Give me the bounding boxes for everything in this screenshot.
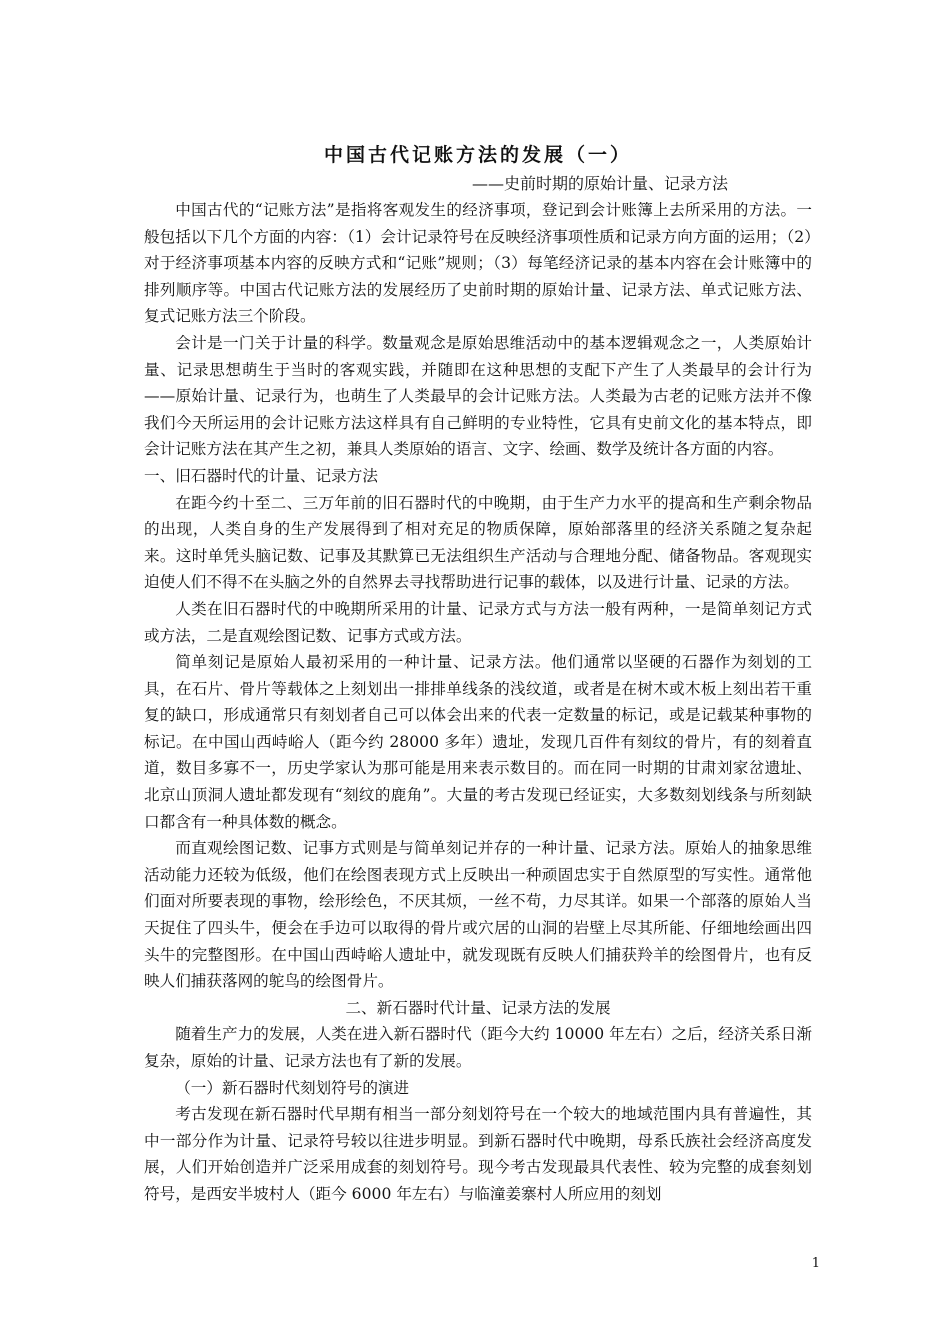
section-2-heading: 二、新石器时代计量、记录方法的发展 bbox=[345, 998, 611, 1017]
page-number: 1 bbox=[811, 1256, 820, 1271]
section-2-paragraph-1: 随着生产力的发展，人类在进入新石器时代（距今大约 10000 年左右）之后，经济关系日渐复杂，原始的计量、记录方法也有了新的发展。 bbox=[144, 1025, 812, 1070]
subsection-1-heading: （一）新石器时代刻划符号的演进 bbox=[175, 1078, 410, 1097]
section-1-paragraph-2: 人类在旧石器时代的中晚期所采用的计量、记录方式与方法一般有两种，一是简单刻记方式或方法，二是直观绘图记数、记事方式或方法。 bbox=[144, 599, 812, 645]
intro-paragraph-2: 会计是一门关于计量的科学。数量观念是原始思维活动中的基本逻辑观念之一，人类原始计量、记录思想萌生于当时的客观实践，并随即在这种思想的支配下产生了人类最早的会计行为——原始计量、记录行为，也萌生了人类最早的会计记账方法。人类最为古老的记账方法并不像我们今天所运用的会计记账方法这样具有自己鲜明的专业特性，它具有史前文化的基本特点，即会计记账方法在其产生之初，兼具人类原始的语言、文字、绘画、数学及统计各方面的内容。 bbox=[144, 333, 812, 459]
document-page bbox=[144, 140, 812, 1240]
document-title: 中国古代记账方法的发展（一） bbox=[323, 144, 632, 166]
section-1-paragraph-3: 简单刻记是原始人最初采用的一种计量、记录方法。他们通常以坚硬的石器作为刻划的工具，在石片、骨片等载体之上刻划出一排排单线条的浅纹道，或者是在树木或木板上刻出若干重复的缺口，形成通常只有刻划者自己可以体会出来的代表一定数量的标记，或是记载某种事物的标记。在中国山西峙峪人（距今约 28000 多年）遗址，发现几百件有刻纹的骨片，有的刻着直道，数目多寡不一，历史学家认为那可能是用来表示数目的。而在同一时期的甘肃刘家岔遗址、北京山顶洞人遗址都发现有“刻纹的鹿角”。大量的考古发现已经证实，大多数刻划线条与所刻缺口都含有一种具体数的概念。 bbox=[144, 653, 812, 831]
intro-paragraph-1: 中国古代的“记账方法”是指将客观发生的经济事项，登记到会计账簿上去所采用的方法。一般包括以下几个方面的内容：（1）会计记录符号在反映经济事项性质和记录方向方面的运用；（2）对于经济事项基本内容的反映方式和“记账”规则；（3）每笔经济记录的基本内容在会计账簿中的排列顺序等。中国古代记账方法的发展经历了史前时期的原始计量、记录方法、单式记账方法、复式记账方法三个阶段。 bbox=[144, 201, 812, 326]
subsection-1-paragraph-1: 考古发现在新石器时代早期有相当一部分刻划符号在一个较大的地域范围内具有普遍性，其中一部分作为计量、记录符号较以往进步明显。到新石器时代中晚期，母系氏族社会经济高度发展，人们开始创造并广泛采用成套的刻划符号。现今考古发现最具代表性、较为完整的成套刻划符号，是西安半坡村人（距今 6000 年左右）与临潼姜寨村人所应用的刻划 bbox=[144, 1105, 812, 1203]
section-1-paragraph-4: 而直观绘图记数、记事方式则是与简单刻记并存的一种计量、记录方法。原始人的抽象思维活动能力还较为低级，他们在绘图表现方式上反映出一种顽固忠实于自然原型的写实性。通常他们面对所要表现的事物，绘形绘色，不厌其烦，一丝不苟，力尽其详。如果一个部落的原始人当天捉住了四头牛，便会在手边可以取得的骨片或穴居的山洞的岩壁上尽其所能、仔细地绘画出四头牛的完整图形。在中国山西峙峪人遗址中，就发现既有反映人们捕获羚羊的绘图骨片，也有反映人们捕获落网的鸵鸟的绘图骨片。 bbox=[144, 839, 812, 991]
document-subtitle: ——史前时期的原始计量、记录方法 bbox=[471, 174, 728, 193]
section-1-heading: 一、旧石器时代的计量、记录方法 bbox=[144, 466, 378, 485]
section-1-paragraph-1: 在距今约十至二、三万年前的旧石器时代的中晚期，由于生产力水平的提高和生产剩余物品的出现，人类自身的生产发展得到了相对充足的物质保障，原始部落里的经济关系随之复杂起来。这时单凭头脑记数、记事及其默算已无法组织生产活动与合理地分配、储备物品。客观现实迫使人们不得不在头脑之外的自然界去寻找帮助进行记事的载体，以及进行计量、记录的方法。 bbox=[144, 493, 812, 592]
